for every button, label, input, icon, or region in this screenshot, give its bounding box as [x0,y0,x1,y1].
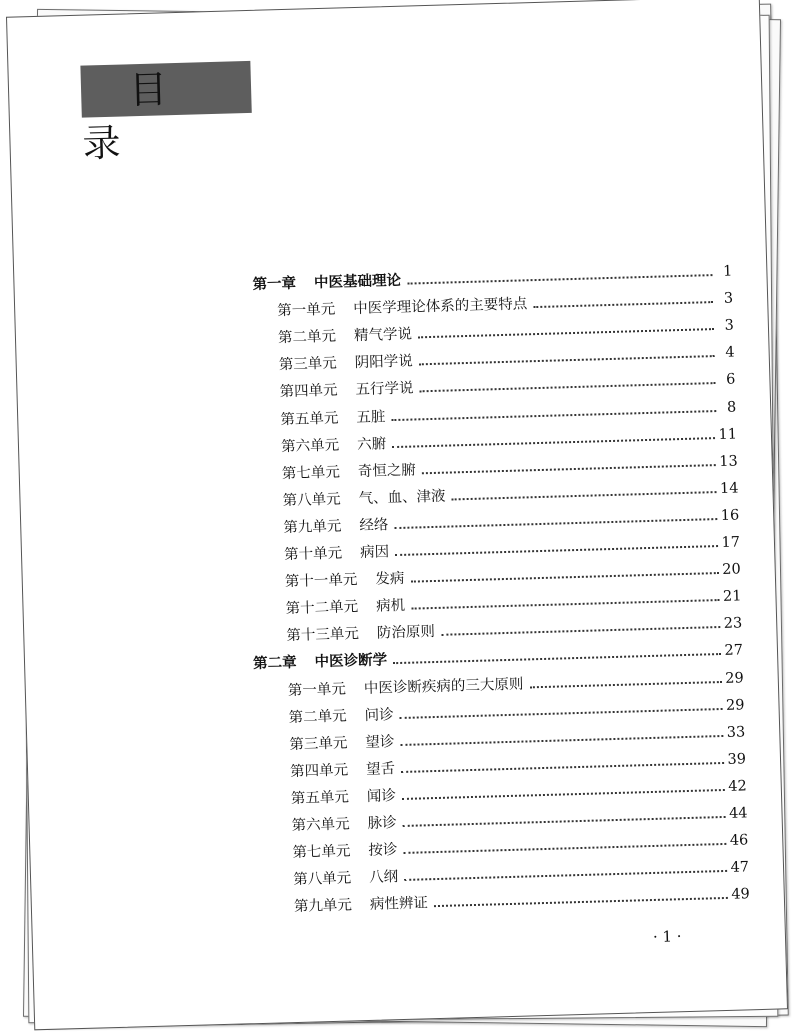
toc-entry-title: 病因 [359,544,390,562]
dot-leader [403,815,726,827]
page-number: · 1 · [652,927,682,947]
toc-entry-label: 第七单元 [292,843,351,862]
toc-entry-title: 防治原则 [376,624,436,642]
toc-entry-label: 第四单元 [279,383,338,401]
toc-entry-label: 第二单元 [288,708,347,726]
toc-entry-label: 第二单元 [277,328,337,347]
toc-entry-page: 46 [729,832,749,849]
dot-leader [452,490,717,500]
toc-entry-label: 第二章 [252,655,297,673]
toc-entry-label: 第九单元 [293,897,353,916]
toc-entry-page: 21 [722,588,742,606]
toc-entry-title: 中医诊断学 [314,652,388,671]
toc-entry-page: 3 [723,290,734,307]
toc-entry-label: 第九单元 [283,518,342,537]
toc-entry-title: 闻诊 [366,788,397,805]
toc-entry-title: 按诊 [368,842,398,860]
toc-entry-title: 六腑 [356,435,387,453]
toc-entry-page: 29 [725,696,745,714]
toc-entry-page: 49 [731,886,751,904]
dot-leader [419,354,715,365]
toc-entry-page: 8 [726,398,737,416]
toc-entry-title: 病机 [375,598,406,615]
dot-leader [404,869,727,881]
toc-entry-label: 第一单元 [277,301,336,320]
toc-entry-title: 中医诊断疾病的三大原则 [363,676,524,697]
toc-entry-page: 33 [726,724,746,741]
toc-entry-title: 奇恒之腑 [357,462,417,480]
toc-entry-label: 第七单元 [281,464,341,482]
toc-entry-label: 第四单元 [289,762,349,780]
dot-leader [422,463,716,474]
dot-leader [400,707,723,719]
toc-entry-title: 病性辨证 [369,895,429,914]
toc-entry-label: 第三单元 [278,355,338,374]
toc-entry-page: 23 [723,615,743,633]
toc-entry-page: 16 [720,507,740,524]
toc-entry-title: 五脏 [356,408,386,426]
dot-leader [393,652,721,664]
toc-entry-label: 第五单元 [290,789,350,807]
toc-entry-page: 29 [725,669,744,687]
toc-entry-title: 阴阳学说 [354,353,414,372]
dot-leader [403,842,726,854]
toc-entry-title: 气、血、津液 [358,488,446,507]
toc-entry-page: 27 [724,642,744,660]
toc-entry-label: 第八单元 [292,870,352,889]
toc-entry-page: 14 [719,480,739,497]
dot-leader [392,436,715,448]
toc-entry-label: 第一单元 [287,680,347,699]
dot-leader [434,896,728,907]
toc-entry-label: 第十单元 [283,545,343,564]
toc-entry-page: 4 [725,344,735,362]
dot-leader [420,381,716,392]
dot-leader [401,761,724,773]
toc-entry-page: 3 [724,317,735,334]
toc-entry-label: 第一章 [252,275,297,293]
dot-leader [394,517,717,529]
toc-entry-title: 脉诊 [367,815,397,832]
dot-leader [418,327,714,338]
toc-entry-label: 第五单元 [280,410,339,428]
toc-entry-page: 1 [722,263,733,280]
toc-entry-page: 17 [721,534,741,551]
dot-leader [411,598,719,610]
toc-unit-row[interactable] [294,883,750,917]
toc-entry-title: 八纲 [368,869,399,887]
toc-entry-label: 第十二单元 [285,599,359,618]
dot-leader [391,409,716,421]
toc-entry-label: 第六单元 [280,437,340,455]
toc-entry-label: 第八单元 [282,491,341,509]
dot-leader [402,788,725,800]
toc-entry-title: 中医学理论体系的主要特点 [353,296,528,318]
dot-leader [395,544,718,556]
toc-entry-title: 精气学说 [353,326,413,345]
toc-entry-page: 20 [722,561,741,579]
toc-entry-title: 五行学说 [355,380,414,399]
dot-leader [400,734,723,746]
dot-leader [441,625,720,636]
dot-leader [410,571,718,583]
table-of-contents [7,0,787,1029]
toc-entry-title: 望舌 [365,760,396,778]
toc-entry-title: 问诊 [364,706,394,724]
toc-entry-label: 第十一单元 [284,572,358,591]
page-title: 目 录 [81,66,198,166]
toc-entry-label: 第六单元 [291,816,350,835]
dot-leader [533,300,713,308]
toc-entry-title: 发病 [375,570,405,588]
toc-page [6,0,788,1030]
toc-entry-page: 42 [728,778,747,795]
toc-entry-title: 望诊 [365,733,395,751]
dot-leader [529,680,721,688]
toc-entry-page: 11 [718,426,738,443]
toc-entry-page: 39 [727,751,747,768]
toc-entry-title: 中医基础理论 [313,272,402,292]
toc-entry-page: 13 [719,453,738,470]
toc-entry-title: 经络 [359,517,389,534]
toc-entry-page: 44 [728,805,748,822]
toc-entry-page: 47 [730,859,750,877]
toc-entry-label: 第三单元 [289,735,348,753]
dot-leader [407,273,712,285]
toc-entry-page: 6 [725,371,736,389]
toc-entry-label: 第十三单元 [286,626,360,645]
